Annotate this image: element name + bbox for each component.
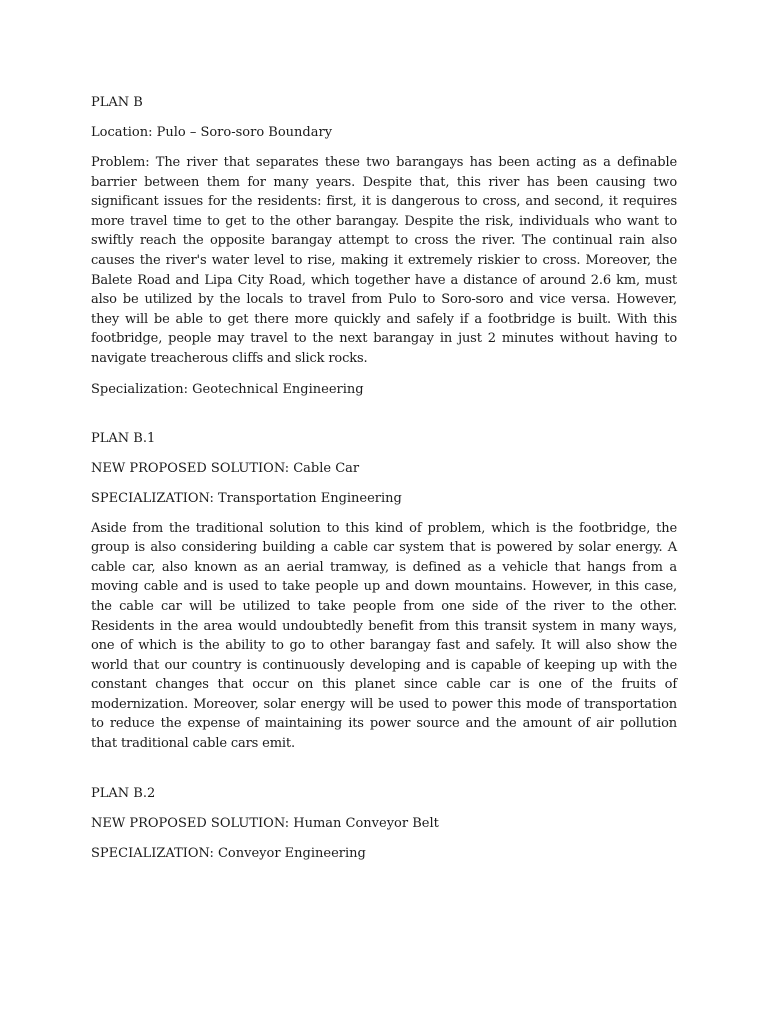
section-spacer [91,410,677,429]
plan-b-problem: Problem: The river that separates these two barangays has been acting as a definable barrier between them for many years. Despite that, this river has been causing two significant issues for the residents: first, it is dangerous to cross, and second, it requires more travel time to get to the other barangay. Despite the risk, individuals who want to swiftly reach the opposite barangay attempt to cross the river. The continual rain also causes the river's water level to rise, making it extremely riskier to cross. Moreover, the Balete Road and Lipa City Road, which together have a distance of around 2.6 km, must also be utilized by the locals to travel from Pulo to Soro-soro and vice versa. However, they will be able to get there more quickly and safely if a footbridge is built. With this footbridge, people may travel to the next barangay in just 2 minutes without having to navigate treacherous cliffs and slick rocks. [91,155,677,366]
plan-b1-body: Aside from the traditional solution to this kind of problem, which is the footbridge, the group is also considering building a cable car system that is powered by solar energy. A cable car, also known as an aerial tramway, is defined as a vehicle that hangs from a moving cable and is used to take people up and down mountains. However, in this case, the cable car will be utilized to take people from one side of the river to the other. Residents in the area would undoubtedly benefit from this transit system in many ways, one of which is the ability to go to other barangay fast and safely. It will also show the world that our country is continuously developing and is capable of keeping up with the constant changes that occur on this planet since cable car is one of the fruits of modernization. Moreover, solar energy will be used to power this mode of transportation to reduce the expense of maintaining its power source and the amount of air pollution that traditional cable cars emit. [91,520,677,752]
plan-b-heading: PLAN B [91,95,143,110]
plan-b2-heading: PLAN B.2 [91,785,156,801]
document-page [91,93,677,874]
plan-b2-solution: NEW PROPOSED SOLUTION: Human Conveyor Belt [91,815,439,831]
plan-b-location: Location: Pulo – Soro-soro Boundary [91,125,333,140]
plan-b-specialization: Specialization: Geotechnical Engineering [91,381,364,397]
plan-b1-heading: PLAN B.1 [91,430,156,446]
section-spacer [91,765,677,784]
plan-b1-solution: NEW PROPOSED SOLUTION: Cable Car [91,460,360,476]
plan-b2-specialization: SPECIALIZATION: Conveyor Engineering [91,845,366,861]
plan-b1-specialization: SPECIALIZATION: Transportation Engineering [91,490,402,506]
